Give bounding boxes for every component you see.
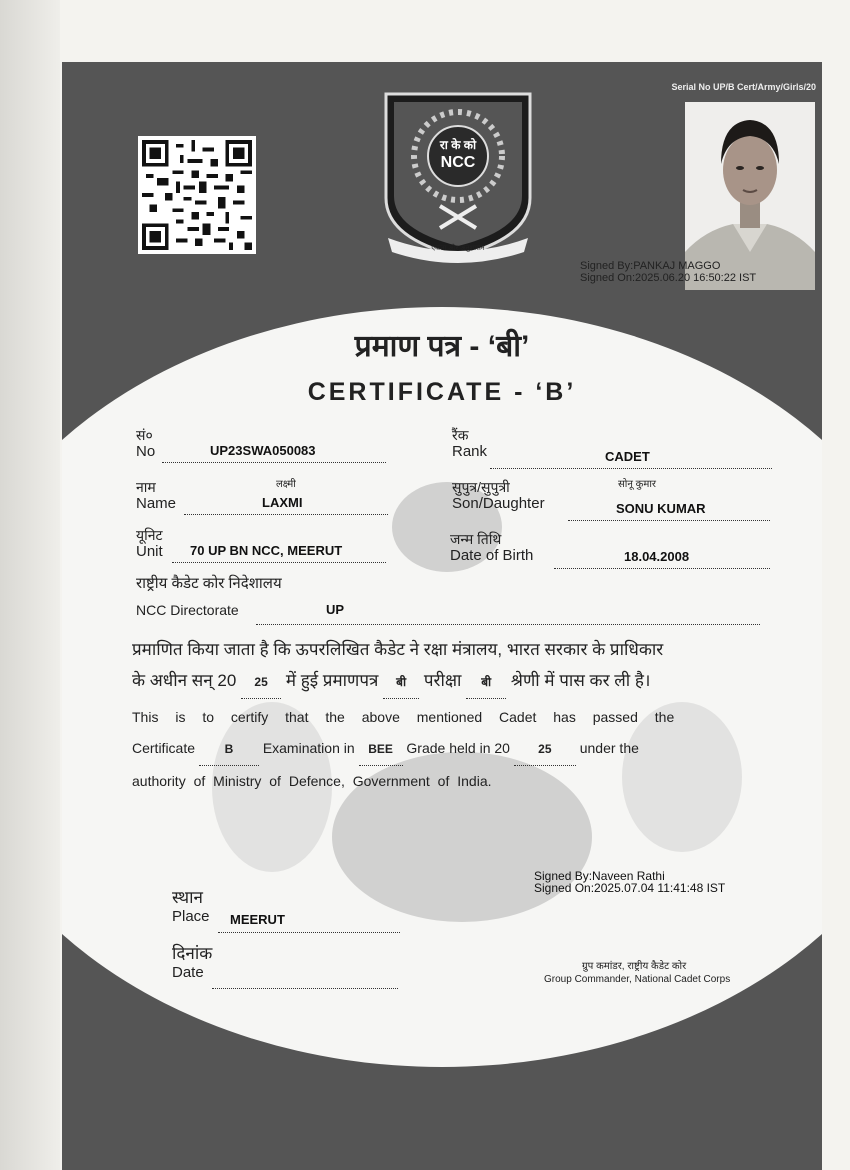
certify-hindi-text: श्रेणी में पास कर ली है। [510,671,651,690]
name-value-hindi: लक्ष्मी [276,479,296,490]
certificate [62,62,822,1170]
certify-hindi-grade: बी [466,667,506,699]
certify-english-exam: BEE [359,734,403,766]
group-commander-title: Group Commander, National Cadet Corps [544,974,731,985]
unit-label-hindi: यूनिट [136,527,163,543]
son-daughter-value-hindi: सोनू कुमार [618,479,657,490]
no-value: UP23SWA050083 [210,443,316,458]
dob-label [450,532,533,564]
certify-paragraph-english [132,702,760,797]
certify-english-text: Certificate [132,740,196,756]
certify-english-text: Grade held in 20 [406,740,510,756]
date-label-english: Date [172,964,204,981]
name-label-hindi: नाम [136,479,156,495]
certify-english-line1: This is to certify that the above mentioned Cadet has passed the [132,709,675,725]
place-value: MEERUT [230,912,285,927]
serial-number: Serial No UP/B Cert/Army/Girls/20 [671,82,816,92]
date-label-hindi: दिनांक [172,944,213,963]
son-daughter-label-hindi: सुपुत्र/सुपुत्री [452,479,510,495]
paper-fold-shadow [0,0,60,1170]
rank-label [452,428,487,460]
rank-label-hindi: रैंक [452,427,469,443]
no-label-english: No [136,443,156,460]
certify-hindi-line1: प्रमाणित किया जाता है कि ऊपरलिखित कैडेट ने रक्षा मंत्रालय, भारत सरकार के प्राधिकार [132,640,664,659]
certify-hindi-text: में हुई प्रमाणपत्र [285,671,379,690]
son-daughter-label [452,480,545,512]
dob-label-hindi: जन्म तिथि [450,531,502,547]
certify-hindi-text: के अधीन सन् 20 [132,671,237,690]
group-commander-hindi: ग्रुप कमांडर, राष्ट्रीय कैडेट कोर [582,961,687,972]
emblem-text-main: NCC [440,154,476,171]
certify-paragraph-hindi [132,634,760,699]
certify-english-line2 [132,733,760,766]
certify-english-text: under the [579,740,639,756]
certify-english-line3: authority of Ministry of Defence, Government of India. [132,773,492,789]
place-label-hindi: स्थान [172,888,203,907]
ncc-emblem [380,88,536,268]
name-label [136,480,176,512]
name-label-english: Name [136,495,177,512]
digital-signature-top [580,260,756,284]
dob-value: 18.04.2008 [624,549,690,564]
certify-english-year: 25 [514,734,576,766]
date-line [212,974,398,989]
unit-value: 70 UP BN NCC, MEERUT [190,543,343,558]
son-daughter-label-english: Son/Daughter [452,495,545,512]
unit-label-english: Unit [136,543,163,560]
signature-signer: Signed By:Naveen Rathi [534,869,665,883]
digital-signature-bottom [534,870,725,894]
certify-hindi-year: 25 [241,667,281,699]
certify-english-text: Examination in [262,740,355,756]
rank-value: CADET [605,449,650,464]
place-label [172,888,210,925]
no-label [136,428,155,460]
qr-code [138,136,256,254]
certify-english-cert: B [199,734,259,766]
certify-hindi-text: परीक्षा [423,671,462,690]
name-value: LAXMI [262,495,303,510]
date-label [172,944,212,981]
emblem-text-top: रा के को [439,138,477,152]
signature-date: Signed On:2025.07.04 11:41:48 IST [534,881,726,895]
dob-label-english: Date of Birth [450,547,534,564]
unit-label [136,528,163,560]
signature-date: Signed On:2025.06.20 16:50:22 IST [580,272,757,284]
certificate-title: CERTIFICATE - ‘B’ [307,378,577,406]
certify-hindi-line2 [132,665,760,699]
emblem-motto: एकता और अनुशासन [431,245,485,252]
directorate-value: UP [326,602,345,617]
directorate-label-hindi: राष्ट्रीय कैडेट कोर निदेशालय [136,575,282,592]
directorate-label-english: NCC Directorate [136,602,239,618]
son-daughter-value: SONU KUMAR [616,501,706,516]
place-label-english: Place [172,908,210,925]
rank-label-english: Rank [452,443,488,460]
signature-signer: Signed By:PANKAJ MAGGO [580,260,721,272]
certificate-title-hindi: प्रमाण पत्र - ‘बी’ [354,330,530,363]
no-label-hindi: सं० [136,427,153,443]
certify-hindi-cert: बी [383,667,419,699]
